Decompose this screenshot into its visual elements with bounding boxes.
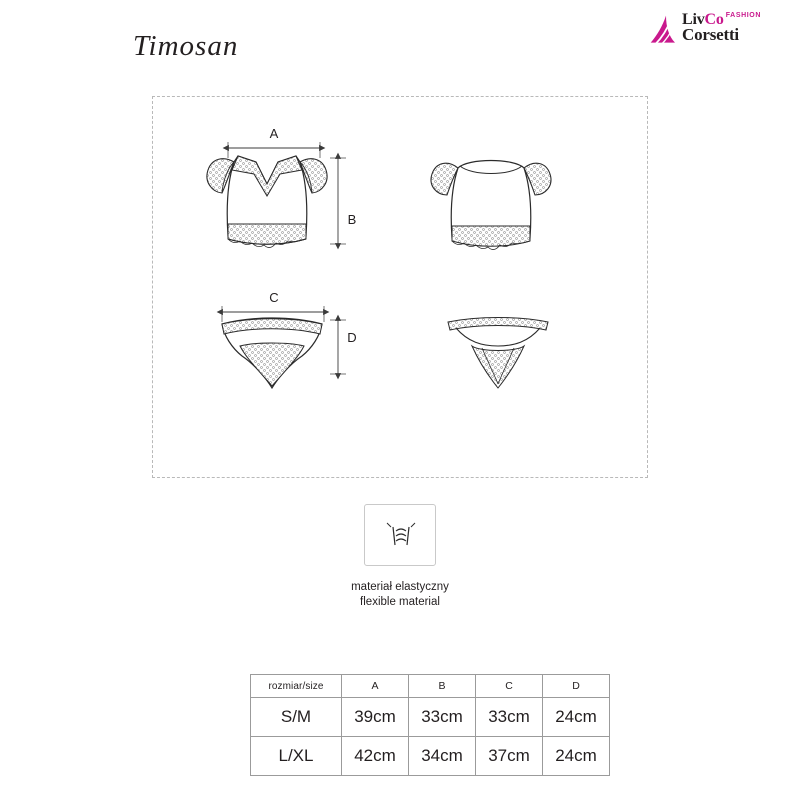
dimension-label-a: A (269, 126, 279, 141)
garment-diagram (152, 96, 648, 478)
table-header-d: D (543, 675, 610, 698)
logo-swash-icon (648, 12, 684, 48)
row-value-d: 24cm (543, 698, 610, 737)
table-header-row (251, 675, 610, 698)
table-header-size: rozmiar/size (251, 675, 342, 698)
brand-logo (648, 8, 778, 52)
material-caption-pl: materiał elastyczny (351, 581, 449, 593)
top-front-illustration (207, 126, 356, 248)
logo-line-two: Corsetti (682, 25, 739, 45)
table-header-c: C (476, 675, 543, 698)
row-size-label: L/XL (251, 737, 342, 776)
row-value-a: 39cm (342, 698, 409, 737)
row-value-b: 34cm (409, 737, 476, 776)
page-title: Timosan (133, 30, 239, 62)
table-row (251, 737, 610, 776)
bottom-back-illustration (448, 318, 548, 389)
dimension-label-c: C (269, 290, 279, 305)
flexible-material-icon-box (364, 504, 436, 566)
row-value-c: 37cm (476, 737, 543, 776)
logo-liv: Liv (682, 11, 705, 28)
row-value-b: 33cm (409, 698, 476, 737)
row-size-label: S/M (251, 698, 342, 737)
dimension-label-b: B (347, 212, 357, 227)
table-row (251, 698, 610, 737)
top-back-illustration (431, 161, 551, 250)
size-table (250, 674, 610, 776)
elastic-waves-icon (365, 505, 437, 567)
logo-co: Co (704, 11, 724, 28)
row-value-c: 33cm (476, 698, 543, 737)
dimension-label-d: D (347, 330, 357, 345)
row-value-d: 24cm (543, 737, 610, 776)
row-value-a: 42cm (342, 737, 409, 776)
logo-wordmark (682, 12, 761, 44)
table-header-a: A (342, 675, 409, 698)
logo-fashion-label: FASHION (725, 12, 762, 19)
bottom-front-illustration (222, 290, 357, 388)
flexible-material-caption (0, 580, 800, 610)
table-header-b: B (409, 675, 476, 698)
material-caption-en: flexible material (360, 596, 440, 608)
